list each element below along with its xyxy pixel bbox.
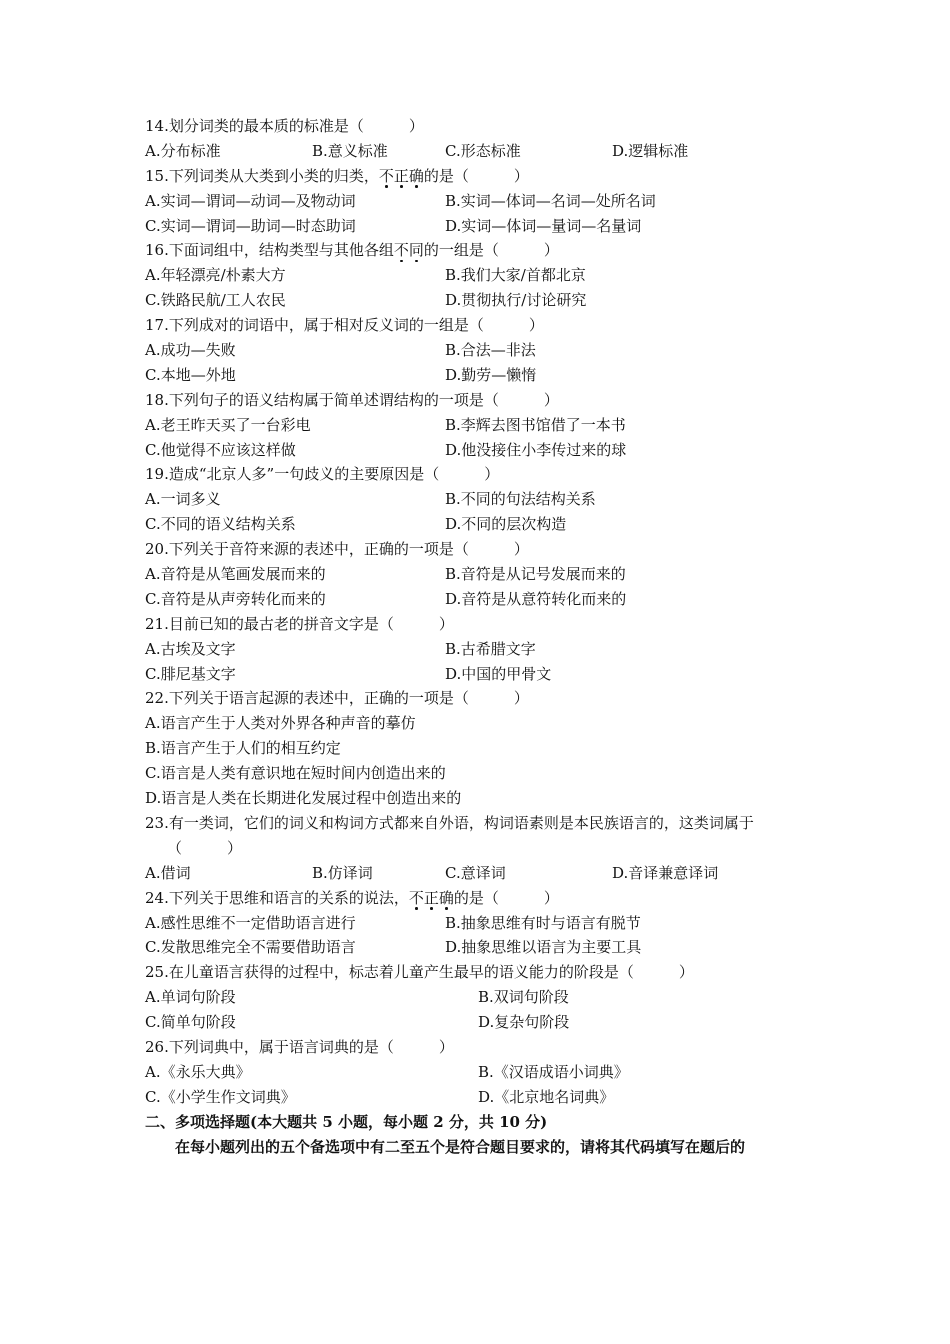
option-b: B.抽象思维有时与语言有脱节 xyxy=(445,913,641,932)
option-b: B.音符是从记号发展而来的 xyxy=(445,565,626,584)
emphasis-text xyxy=(409,889,454,907)
option-a: A.分布标准 xyxy=(145,141,221,160)
question-19-stem: 19.造成“北京人多”一句歧义的主要原因是（ ） xyxy=(145,465,500,484)
question-16-options-row1 xyxy=(145,263,820,288)
option-c: C.腓尼基文字 xyxy=(145,664,236,683)
option-d: D.《北京地名词典》 xyxy=(478,1087,615,1106)
emphasis-char: 不 xyxy=(393,241,409,260)
option-c: C.《小学生作文词典》 xyxy=(145,1087,296,1106)
option-a: A.一词多义 xyxy=(145,490,221,509)
section-heading: 二、多项选择题(本大题共 5 小题，每小题 2 分，共 10 分) xyxy=(145,1112,548,1131)
emphasis-char: 正 xyxy=(423,888,439,907)
question-14-stem: 14.划分词类的最本质的标准是（ ） xyxy=(145,117,424,135)
option-b: B.意义标准 xyxy=(312,141,388,160)
emphasis-char: 确 xyxy=(408,166,424,185)
option-c: C.实词—谓词—助词—时态助词 xyxy=(145,216,356,235)
question-21-stem: 21.目前已知的最古老的拼音文字是（ ） xyxy=(145,614,454,633)
question-26-options-row1 xyxy=(145,1060,820,1085)
option-d: D.他没接住小李传过来的球 xyxy=(445,440,627,459)
question-24-stem: 24.下列关于思维和语言的关系的说法，不正确的是（ ） xyxy=(145,888,559,907)
option-c: C.他觉得不应该这样做 xyxy=(145,440,296,459)
option-a: A.古埃及文字 xyxy=(145,639,236,658)
exam-page xyxy=(145,114,820,1159)
option-d: D.不同的层次构造 xyxy=(445,515,567,534)
question-21-options-row2 xyxy=(145,662,820,687)
emphasis-char: 正 xyxy=(393,166,409,185)
question-15-options-row2 xyxy=(145,214,820,239)
option-d: D.逻辑标准 xyxy=(612,141,689,160)
question-26-stem: 26.下列词典中，属于语言词典的是（ ） xyxy=(145,1037,454,1056)
question-21-options-row1 xyxy=(145,637,820,662)
option-a: A.语言产生于人类对外界各种声音的摹仿 xyxy=(145,714,416,733)
option-c: C.铁路民航/工人农民 xyxy=(145,291,286,310)
question-18-options-row1 xyxy=(145,413,820,438)
question-19-options-row2 xyxy=(145,512,820,537)
question-23-stem-continuation: （ ） xyxy=(167,838,243,857)
question-14-options xyxy=(145,139,820,164)
question-22-stem: 22.下列关于语言起源的表述中，正确的一项是（ ） xyxy=(145,689,529,708)
option-b: B.双词句阶段 xyxy=(478,988,569,1007)
emphasis-char: 同 xyxy=(408,241,424,260)
question-20-options-row1 xyxy=(145,562,820,587)
question-19-options-row1 xyxy=(145,487,820,512)
emphasis-text xyxy=(379,167,424,185)
question-20-stem: 20.下列关于音符来源的表述中，正确的一项是（ ） xyxy=(145,540,529,559)
question-18-options-row2 xyxy=(145,438,820,463)
question-24-options-row2 xyxy=(145,935,820,960)
option-d: D.勤劳—懒惰 xyxy=(445,365,537,384)
option-b: B.《汉语成语小词典》 xyxy=(478,1062,629,1081)
question-16-stem: 16.下面词组中，结构类型与其他各组不同的一组是（ ） xyxy=(145,241,559,260)
question-26-options-row2 xyxy=(145,1085,820,1110)
option-b: B.古希腊文字 xyxy=(445,639,536,658)
option-a: A.借词 xyxy=(145,863,191,882)
option-a: A.《永乐大典》 xyxy=(145,1062,251,1081)
question-20-options-row2 xyxy=(145,587,820,612)
option-c: C.意译词 xyxy=(445,863,506,882)
question-25-options-row1 xyxy=(145,985,820,1010)
section-instruction: 在每小题列出的五个备选项中有二至五个是符合题目要求的，请将其代码填写在题后的 xyxy=(175,1137,746,1156)
option-d: D.实词—体词—量词—名量词 xyxy=(445,216,642,235)
option-a: A.音符是从笔画发展而来的 xyxy=(145,565,326,584)
emphasis-char: 不 xyxy=(378,166,394,185)
option-c: C.音符是从声旁转化而来的 xyxy=(145,589,326,608)
question-17-stem: 17.下列成对的词语中，属于相对反义词的一组是（ ） xyxy=(145,316,544,335)
question-23-stem: 23.有一类词，它们的词义和构词方式都来自外语，构词语素则是本民族语言的，这类词属于 xyxy=(145,813,754,832)
option-a: A.感性思维不一定借助语言进行 xyxy=(145,913,356,932)
option-d: D.复杂句阶段 xyxy=(478,1013,570,1032)
option-b: B.不同的句法结构关系 xyxy=(445,490,596,509)
question-15-options-row1 xyxy=(145,189,820,214)
option-d: D.语言是人类在长期进化发展过程中创造出来的 xyxy=(145,789,462,808)
option-b: B.我们大家/首都北京 xyxy=(445,266,586,285)
question-17-options-row1 xyxy=(145,338,820,363)
emphasis-text xyxy=(394,241,424,259)
option-c: C.语言是人类有意识地在短时间内创造出来的 xyxy=(145,764,446,783)
option-a: A.实词—谓词—动词—及物动词 xyxy=(145,191,356,210)
option-b: B.合法—非法 xyxy=(445,341,536,360)
question-25-options-row2 xyxy=(145,1010,820,1035)
option-c: C.形态标准 xyxy=(445,141,521,160)
option-a: A.单词句阶段 xyxy=(145,988,236,1007)
option-c: C.本地—外地 xyxy=(145,365,236,384)
question-16-options-row2 xyxy=(145,288,820,313)
option-d: D.音符是从意符转化而来的 xyxy=(445,589,627,608)
option-c: C.发散思维完全不需要借助语言 xyxy=(145,938,356,957)
question-23-options xyxy=(145,861,820,886)
question-24-options-row1 xyxy=(145,911,820,936)
question-25-stem: 25.在儿童语言获得的过程中，标志着儿童产生最早的语义能力的阶段是（ ） xyxy=(145,963,694,982)
option-b: B.李辉去图书馆借了一本书 xyxy=(445,415,626,434)
emphasis-char: 确 xyxy=(438,888,454,907)
question-17-options-row2 xyxy=(145,363,820,388)
option-d: D.音译兼意译词 xyxy=(612,863,719,882)
option-d: D.贯彻执行/讨论研究 xyxy=(445,291,587,310)
question-15-stem: 15.下列词类从大类到小类的归类，不正确的是（ ） xyxy=(145,166,529,185)
option-b: B.仿译词 xyxy=(312,863,373,882)
option-b: B.语言产生于人们的相互约定 xyxy=(145,739,341,758)
option-c: C.简单句阶段 xyxy=(145,1013,236,1032)
option-c: C.不同的语义结构关系 xyxy=(145,515,296,534)
option-d: D.中国的甲骨文 xyxy=(445,664,552,683)
option-b: B.实词—体词—名词—处所名词 xyxy=(445,191,656,210)
option-a: A.老王昨天买了一台彩电 xyxy=(145,415,311,434)
option-a: A.成功—失败 xyxy=(145,341,236,360)
option-a: A.年轻漂亮/朴素大方 xyxy=(145,266,286,285)
emphasis-char: 不 xyxy=(408,888,424,907)
question-18-stem: 18.下列句子的语义结构属于简单述谓结构的一项是（ ） xyxy=(145,390,559,409)
option-d: D.抽象思维以语言为主要工具 xyxy=(445,938,642,957)
